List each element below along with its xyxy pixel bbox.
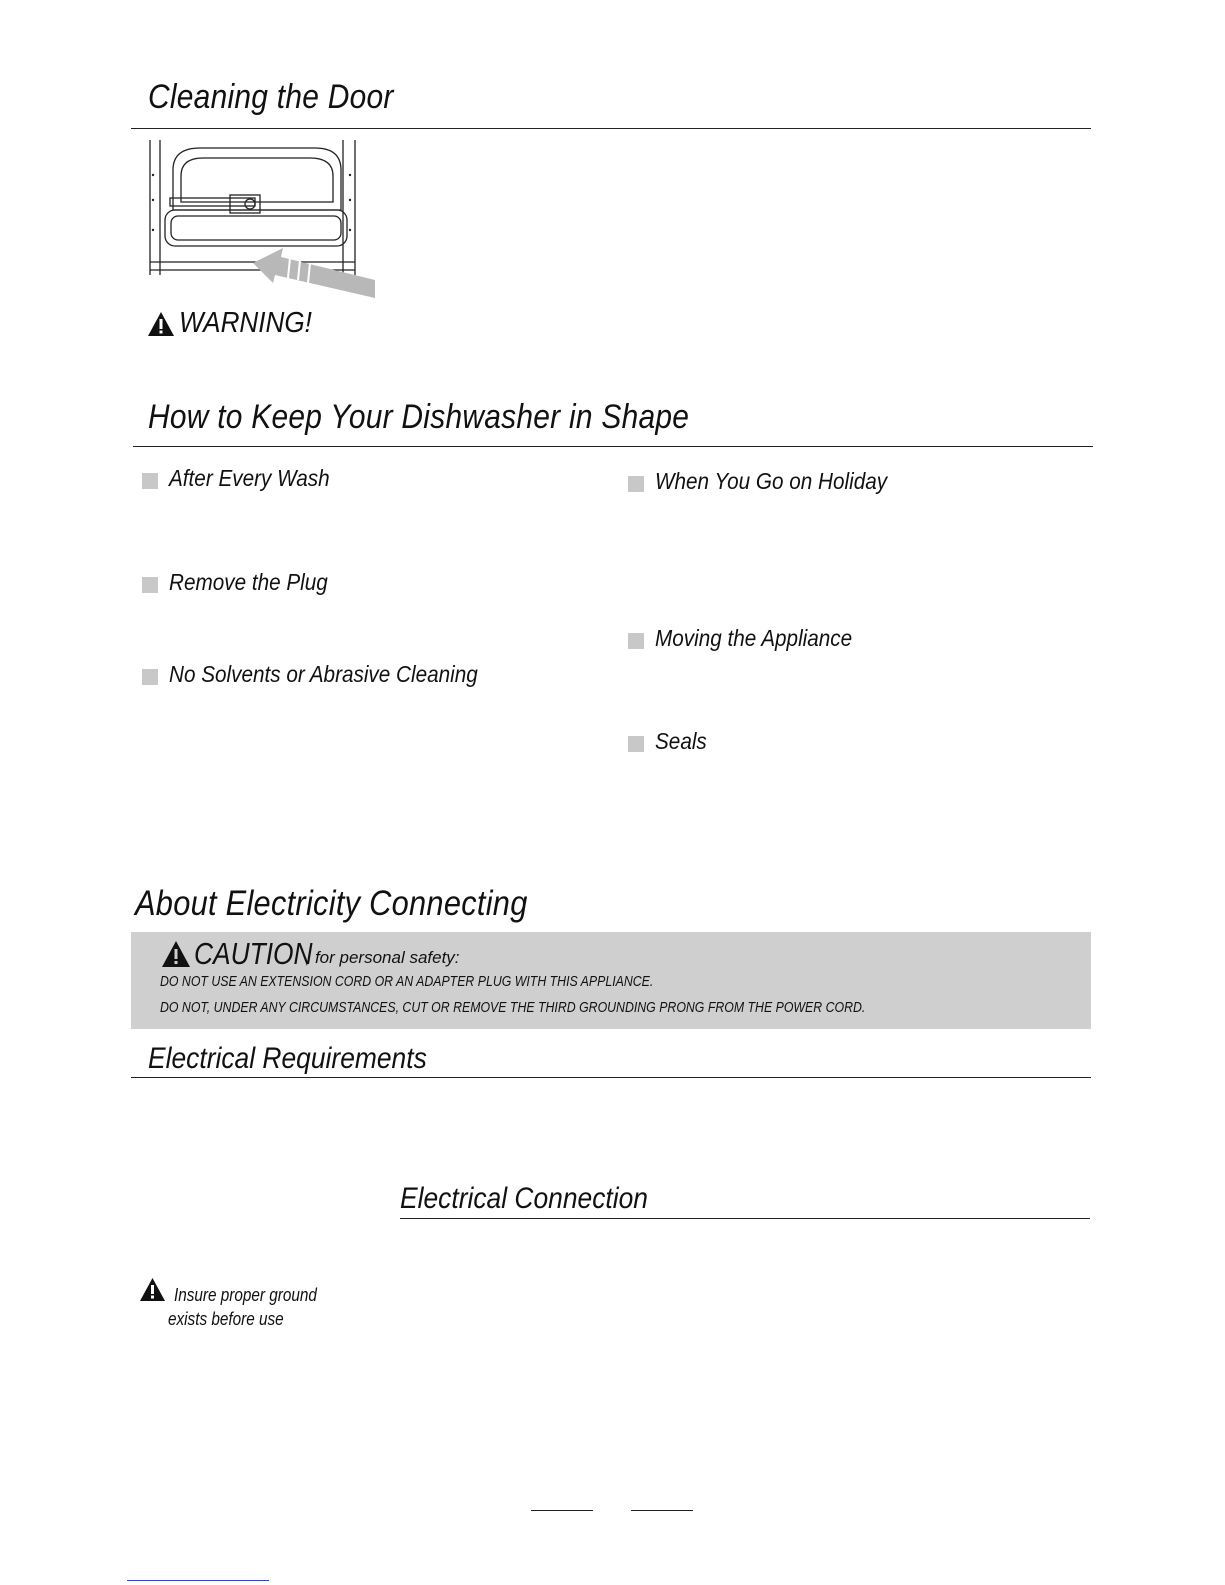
list-item	[142, 569, 345, 596]
section-title-electricity: About Electricity Connecting	[135, 884, 528, 923]
caution-line: DO NOT USE AN EXTENSION CORD OR AN ADAPTER PLUG WITH THIS APPLIANCE.	[160, 974, 654, 990]
list-item-label: After Every Wash	[169, 465, 330, 491]
section-title-keep-shape: How to Keep Your Dishwasher in Shape	[148, 398, 690, 436]
section-title-cleaning-door: Cleaning the Door	[148, 78, 394, 116]
section-rule	[133, 446, 1093, 447]
warning-triangle-icon	[139, 1277, 166, 1302]
section-title-electrical-connection: Electrical Connection	[400, 1182, 648, 1215]
door-cleaning-illustration	[145, 140, 385, 305]
ground-note-line1: Insure proper ground	[174, 1285, 317, 1305]
list-item-label: Remove the Plug	[169, 569, 328, 595]
bullet-square	[628, 476, 644, 492]
bullet-square	[628, 736, 644, 752]
bullet-square	[142, 669, 158, 685]
bullet-square	[628, 633, 644, 649]
footer-link-underline	[127, 1580, 269, 1581]
caution-word: CAUTION	[194, 936, 313, 971]
warning-label	[147, 307, 327, 340]
caution-box	[131, 932, 1091, 1029]
warning-text: WARNING!	[179, 307, 312, 339]
ground-note-line2: exists before use	[168, 1309, 284, 1329]
caution-heading	[161, 936, 460, 972]
list-item-label: Moving the Appliance	[655, 625, 853, 651]
footer-rule-right	[631, 1510, 693, 1511]
bullet-square	[142, 577, 158, 593]
list-item-label: No Solvents or Abrasive Cleaning	[169, 661, 478, 687]
list-item	[142, 465, 348, 492]
section-title-electrical-requirements: Electrical Requirements	[148, 1042, 427, 1075]
list-item-label: When You Go on Holiday	[655, 468, 888, 494]
warning-triangle-icon	[161, 940, 191, 968]
section-rule	[400, 1218, 1090, 1219]
list-item	[142, 661, 512, 688]
caution-suffix: , for personal safety:	[305, 948, 460, 967]
list-item	[628, 728, 713, 755]
list-item-label: Seals	[655, 728, 707, 754]
caution-line: DO NOT, UNDER ANY CIRCUMSTANCES, CUT OR REMOVE THE THIRD GROUNDING PRONG FROM THE POWER CORD.	[160, 1000, 866, 1016]
footer-rule-left	[531, 1510, 593, 1511]
list-item	[628, 625, 874, 652]
bullet-square	[142, 473, 158, 489]
section-rule	[131, 1077, 1091, 1078]
section-rule	[131, 128, 1091, 129]
list-item	[628, 468, 913, 495]
warning-triangle-icon	[147, 311, 175, 337]
